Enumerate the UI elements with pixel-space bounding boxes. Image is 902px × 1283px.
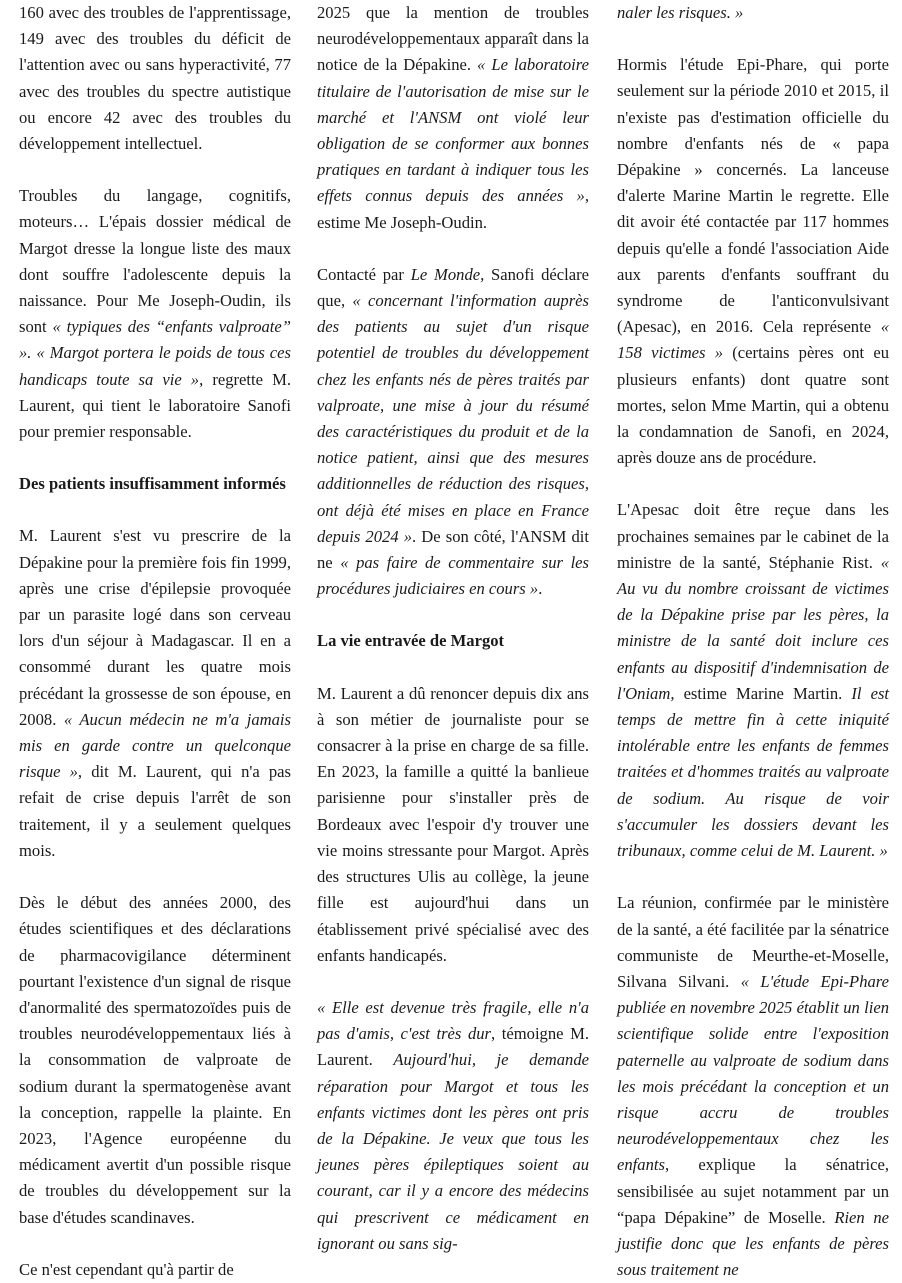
quote: « Aucun médecin ne m'a jamais mis en garde contre un quelconque risque » [19,709,291,782]
paragraph [19,183,291,445]
paragraph-text: 2025 que la mention de troubles neurodéveloppementaux apparaît dans la notice de la Dépakine. [317,3,589,75]
paragraph-text: L'Apesac doit être reçue dans les prochaines semaines par le cabinet de la ministre de la santé, Stéphanie Rist. [617,500,889,572]
paragraph [317,681,589,969]
paragraph [19,890,291,1231]
quote: naler les risques. » [617,3,744,22]
paragraph-text: Contacté par [317,264,411,284]
paragraph [317,995,589,1257]
paragraph-text: La réunion, confirmée par le ministère de la santé, a été facilitée par la sénatrice communiste de Meurthe-et-Moselle, Silvana Silvani. [617,893,889,991]
quote: Rien ne justifie donc que les enfants de pères sous traitement ne [617,1207,889,1280]
paragraph-text: Troubles du langage, cognitifs, moteurs… L'épais dossier médical de Margot dresse la longue liste des maux dont souffre l'adolescente depuis la naissance. Pour Me Joseph-Oudin, ils sont [19,186,291,337]
paragraph [317,262,589,603]
paragraph [317,0,589,236]
quote: « Margot portera le poids de tous ces handicaps toute sa vie » [19,343,291,389]
paragraph-text: (certains pères ont eu plusieurs enfants) dont quatre sont mortes, selon Mme Martin, qui a obtenu la condamnation de Sanofi, en 2024, après douze ans de procédure. [617,343,890,468]
paragraph [617,0,889,26]
paragraph-text: , dit M. Laurent, qui n'a pas refait de crise depuis l'arrêt de son traitement, il y a seulement quelques mois. [19,762,291,860]
paragraph-text: . [538,579,543,599]
article-column-3 [617,0,889,1283]
paragraph-text: Ce n'est cependant qu'à partir de [19,1259,234,1279]
paragraph [617,890,889,1283]
paragraph [19,523,291,864]
paragraph-text: , témoigne M. Laurent. [317,1024,589,1070]
quote: « L'étude Epi-Phare publiée en novembre 2025 établit un lien scientifique solide entre l'exposition paternelle au valproate de sodium dans les mois précédant la conception et un risque accru de troubles neurodéveloppementaux chez les enfants [617,971,889,1175]
paragraph-text: . De son côté, l'ANSM dit ne [317,526,589,573]
paragraph-text: , estime Me Joseph-Oudin. [317,186,589,232]
quote: Aujourd'hui, je demande réparation pour Margot et tous les enfants victimes dont les pères ont pris de la Dépakine. Je veux que tous les jeunes pères épileptiques soient au courant, car il y a encore des médecins qui prescrivent ce médicament en ignorant ou sans sig- [317,1050,589,1253]
paragraph-text: M. Laurent s'est vu prescrire de la Dépakine pour la première fois fin 1999, après une crise d'épilepsie provoquée par un parasite logé dans son cerveau lors d'un séjour à Madagascar. Il en a consommé durant les quatre mois précédant la grossesse de son épouse, en 2008. [19,526,291,729]
newspaper-name: Le Monde, [410,264,485,284]
quote: Il est temps de mettre fin à cette iniquité intolérable entre les enfants de femmes traitées et d'hommes traités au valproate de sodium. Au risque de voir s'accumuler les dossiers devant les tribunaux, comme celui de M. Laurent. » [617,683,890,861]
quote: « typiques des “enfants valproate” ». [19,317,291,363]
quote: « Au vu du nombre croissant de victimes de la Dépakine prise par les pères, la ministre de la santé doit inclure ces enfants au dispositif d'indemnisation de l'Oniam, [617,552,889,703]
section-heading: Des patients insuffisamment informés [19,474,286,494]
quote: « pas faire de commentaire sur les procédures judiciaires en cours » [317,553,589,599]
paragraph [617,497,889,864]
article-column-2 [317,0,589,1257]
quote: « Le laboratoire titulaire de l'autorisation de mise sur le marché et l'ANSM ont violé leur obligation de se conformer aux bonnes pratiques en tardant à indiquer tous les effets connus depuis des années » [317,55,589,206]
quote: « 158 victimes » [617,317,889,363]
paragraph [19,1257,291,1283]
paragraph-text: M. Laurent a dû renoncer depuis dix ans à son métier de journaliste pour se consacrer à la prise en charge de sa fille. En 2023, la famille a quitté la banlieue parisienne pour s'installer près de Bordeaux avec l'espoir d'y trouver une vie moins stressante pour Margot. Après des structures Ulis au collège, la jeune fille est aujourd'hui dans un établissement privé spécialisé avec des enfants handicapés. [317,683,589,965]
quote: « Elle est devenue très fragile, elle n'a pas d'amis, c'est très dur [317,997,589,1044]
paragraph-text: estime Marine Martin. [674,683,852,703]
paragraph [19,0,291,157]
article-column-1 [19,0,291,1283]
paragraph-text: Sanofi déclare que, [317,264,589,311]
quote: « concernant l'information auprès des patients au sujet d'un risque potentiel de troubles du développement chez les enfants nés de pères traités par valproate, une mise à jour du résumé des caractéristiques du produit et de la notice patient, ainsi que des mesures additionnelles de réduction des risques, ont déjà été mises en place en France depuis 2024 » [317,291,589,546]
paragraph-text: , regrette M. Laurent, qui tient le laboratoire Sanofi pour premier responsable. [19,369,291,442]
paragraph-text: 160 avec des troubles de l'apprentissage, 149 avec des troubles du déficit de l'attention avec ou sans hyperactivité, 77 avec des troubles du spectre autistique ou encore 42 avec des troubles du développement intellectuel. [19,3,291,154]
paragraph-text: , explique la sénatrice, sensibilisée au sujet notamment par un “papa Dépakine” de Moselle. [617,1155,889,1227]
paragraph-text: Hormis l'étude Epi-Phare, qui porte seulement sur la période 2010 et 2015, il n'existe pas d'estimation officielle du nombre d'enfants nés de « papa Dépakine » concernés. La lanceuse d'alerte Marine Martin le regrette. Elle dit avoir été contactée par 117 hommes depuis qu'elle a fondé l'association Aide aux parents d'enfants souffrant du syndrome de l'anticonvulsivant (Apesac), en 2016. Cela représente [617,55,889,337]
section-heading: La vie entravée de Margot [317,631,505,651]
paragraph [617,52,889,471]
paragraph-text: Dès le début des années 2000, des études scientifiques et des déclarations de pharmacovigilance déterminent pourtant l'existence d'un signal de risque d'anormalité des spermatozoïdes puis de troubles neurodéveloppementaux liés à la consommation de valproate de sodium durant la spermatogenèse avant la conception, rappelle la plainte. En 2023, l'Agence européenne du médicament avertit d'un possible risque de troubles du développement sur la base d'études scandinaves. [19,893,291,1227]
